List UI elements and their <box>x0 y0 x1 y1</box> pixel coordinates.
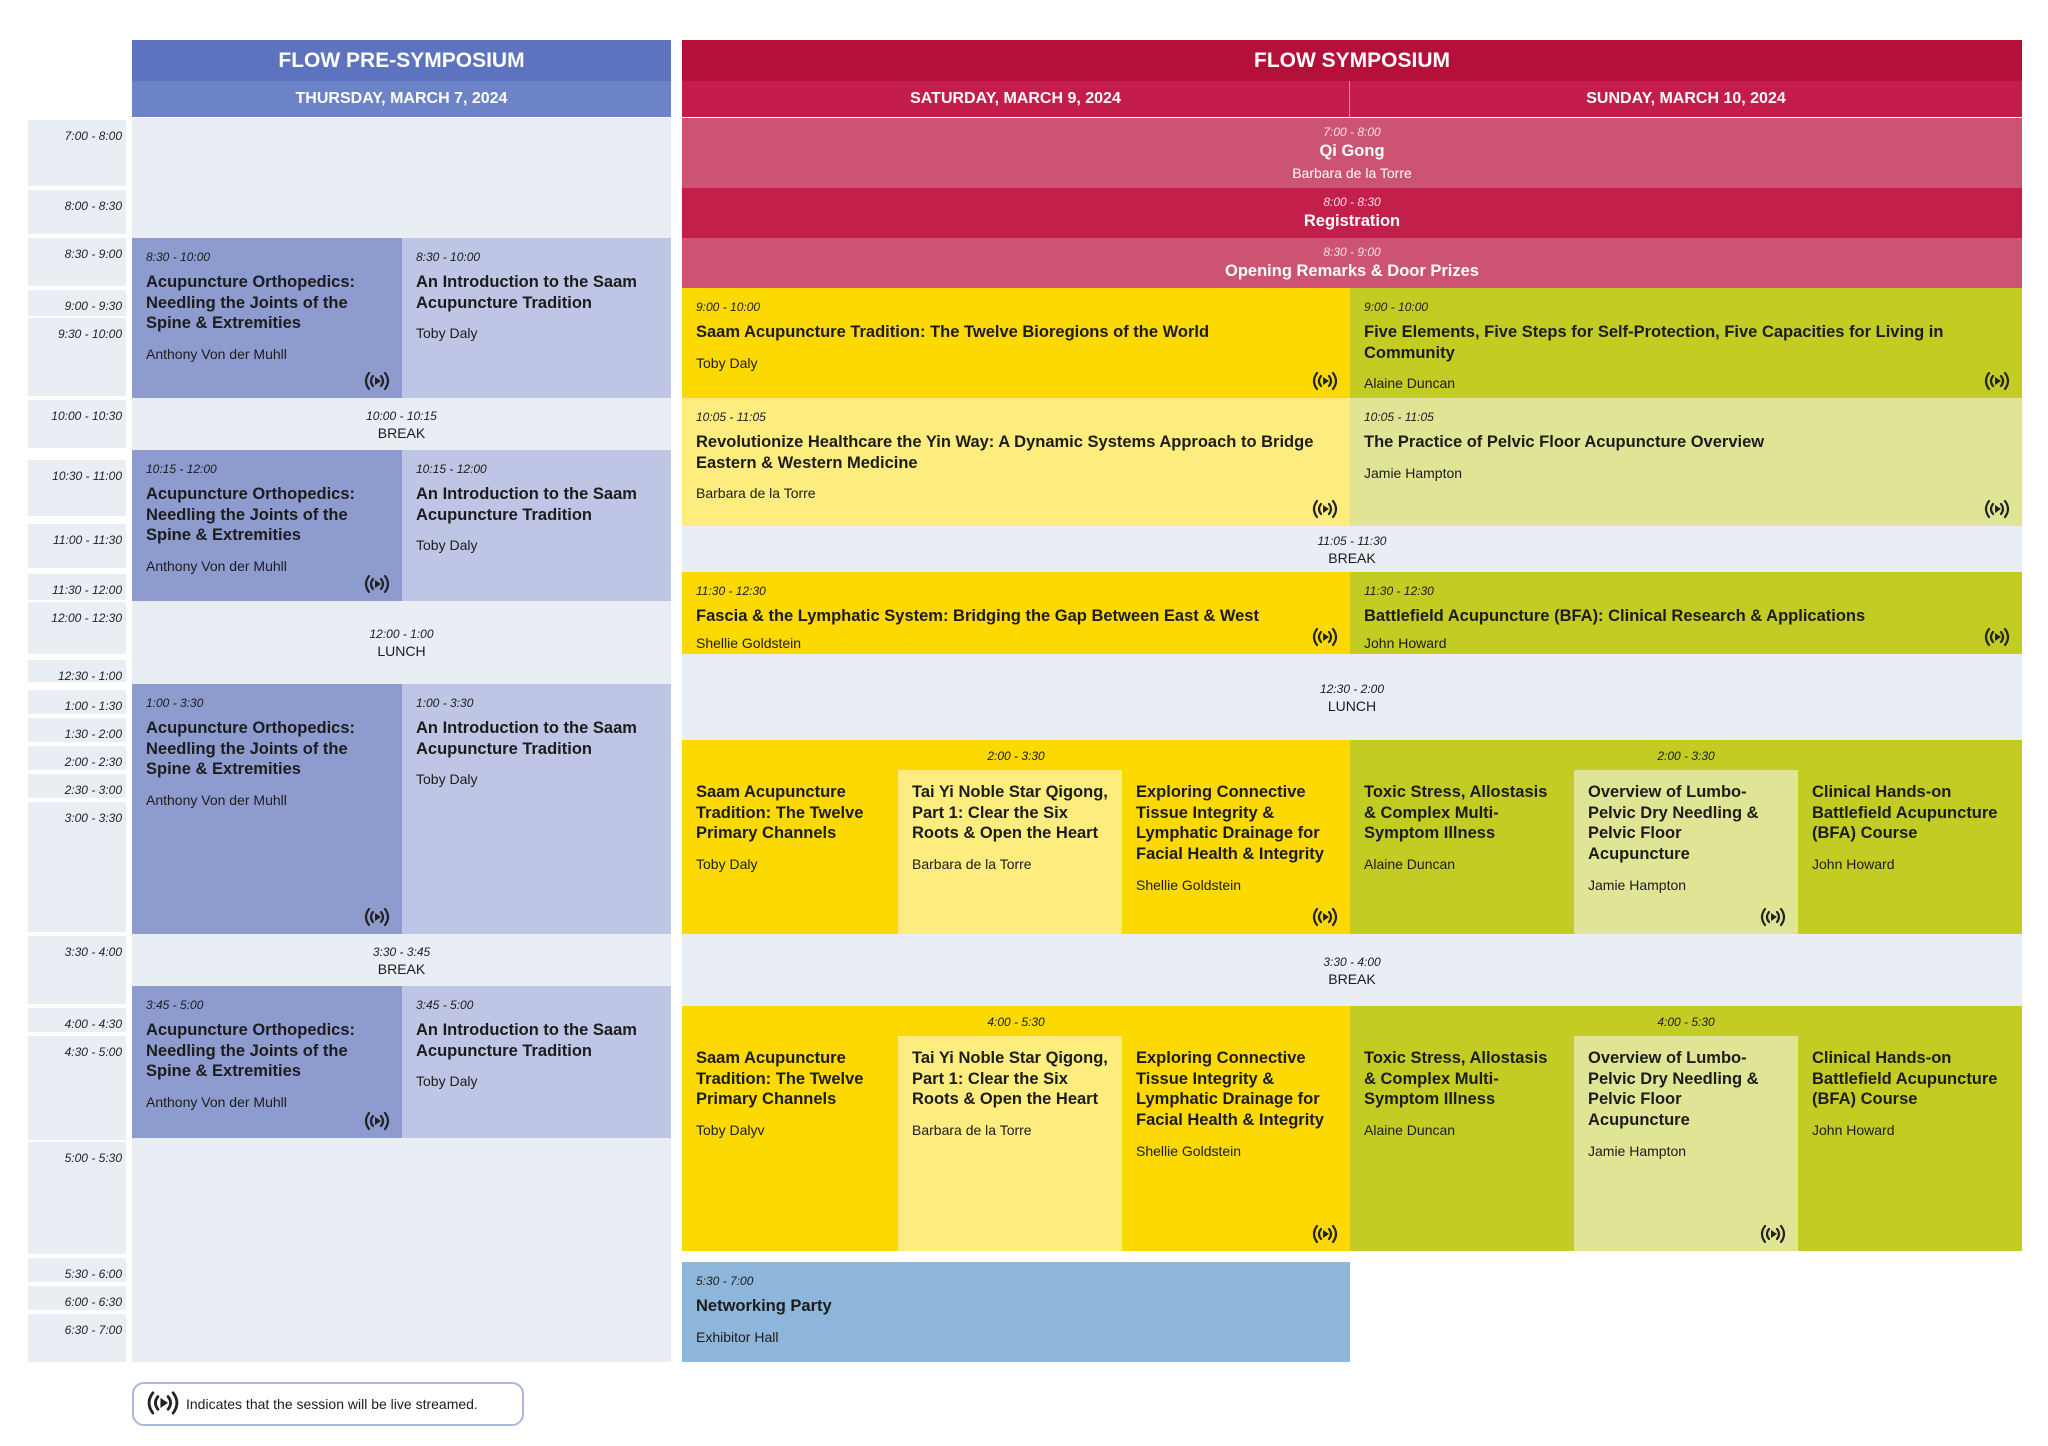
session-card[interactable] <box>1574 770 1798 934</box>
session-speaker: Jamie Hampton <box>1588 876 1687 893</box>
session-title: Acupuncture Orthopedics: Needling the Joints of the Spine & Extremities <box>146 1021 356 1081</box>
live-stream-icon <box>1310 906 1340 928</box>
session-time: 8:30 - 10:00 <box>416 250 481 264</box>
time-label: 12:00 - 12:30 <box>28 602 126 654</box>
session-speaker: Barbara de la Torre <box>912 1121 1032 1138</box>
session-title: Overview of Lumbo-Pelvic Dry Needling & Pelvic Floor Acupuncture <box>1588 783 1759 863</box>
lunch-label: LUNCH <box>1327 698 1377 714</box>
session-title: Clinical Hands-on Battlefield Acupuncture (BFA) Course <box>1812 1049 1998 1109</box>
session-card[interactable] <box>1122 770 1350 934</box>
session-speaker: Toby Daly <box>416 1073 478 1090</box>
session-time: 10:15 - 12:00 <box>146 462 217 476</box>
session-title: Qi Gong <box>1319 141 1385 160</box>
session-title: Saam Acupuncture Tradition: The Twelve Primary Channels <box>696 783 864 843</box>
session-speaker: Alaine Duncan <box>1364 1121 1456 1138</box>
session-title: Toxic Stress, Allostasis & Complex Multi-Symptom Illness <box>1364 783 1548 843</box>
live-stream-icon <box>1758 906 1788 928</box>
session-title: Registration <box>1303 211 1401 230</box>
session-time: 7:00 - 8:00 <box>1323 124 1381 139</box>
session-time: 9:00 - 10:00 <box>1364 300 1429 314</box>
time-label: 5:00 - 5:30 <box>28 1142 126 1254</box>
session-title: Clinical Hands-on Battlefield Acupuncture (BFA) Course <box>1812 783 1998 843</box>
session-card[interactable] <box>682 770 898 934</box>
legend <box>132 1382 524 1426</box>
time-label: 9:30 - 10:00 <box>28 318 126 396</box>
live-stream-icon <box>1982 626 2012 648</box>
time-label: 6:00 - 6:30 <box>28 1286 126 1310</box>
time-label: 2:00 - 2:30 <box>28 746 126 770</box>
legend-text: Indicates that the session will be live streamed. <box>186 1396 478 1412</box>
session-title: Exploring Connective Tissue Integrity & Lymphatic Drainage for Facial Health & Integrity <box>1136 783 1324 863</box>
session-card[interactable] <box>1574 1036 1798 1251</box>
session-card[interactable] <box>1798 770 2022 934</box>
lunch-time: 12:00 - 1:00 <box>369 627 434 641</box>
break-time: 3:30 - 3:45 <box>372 945 431 959</box>
session-speaker: John Howard <box>1812 855 1895 872</box>
symposium-title: FLOW SYMPOSIUM <box>682 40 2022 81</box>
session-title: An Introduction to the Saam Acupuncture Tradition <box>416 719 637 758</box>
session-card[interactable] <box>1350 1036 1574 1251</box>
session-card[interactable] <box>1350 398 2022 526</box>
session-title: Exploring Connective Tissue Integrity & Lymphatic Drainage for Facial Health & Integrity <box>1136 1049 1324 1129</box>
session-card[interactable] <box>682 1036 898 1251</box>
session-card-qigong[interactable] <box>682 118 2022 188</box>
session-speaker: Shellie Goldstein <box>696 634 802 651</box>
session-title: The Practice of Pelvic Floor Acupuncture Overview <box>1364 433 1765 451</box>
session-title: Revolutionize Healthcare the Yin Way: A Dynamic Systems Approach to Bridge Eastern & Western Medicine <box>696 433 1314 472</box>
session-card[interactable] <box>1350 770 1574 934</box>
session-time: 3:45 - 5:00 <box>146 998 204 1012</box>
live-stream-icon <box>1310 1223 1340 1245</box>
pre-symposium-day: THURSDAY, MARCH 7, 2024 <box>132 81 671 117</box>
break-label: BREAK <box>1328 971 1376 987</box>
session-title: Tai Yi Noble Star Qigong, Part 1: Clear the Six Roots & Open the Heart <box>912 783 1108 843</box>
session-card[interactable] <box>1122 1036 1350 1251</box>
session-card[interactable] <box>682 398 1350 526</box>
live-stream-icon <box>362 1110 392 1132</box>
session-title: Overview of Lumbo-Pelvic Dry Needling & Pelvic Floor Acupuncture <box>1588 1049 1759 1129</box>
session-time: 3:45 - 5:00 <box>416 998 474 1012</box>
session-speaker: Toby Daly <box>416 325 478 342</box>
session-card[interactable] <box>1350 572 2022 654</box>
break-block <box>132 400 671 450</box>
live-stream-icon <box>1982 370 2012 392</box>
session-speaker: Anthony Von der Muhll <box>146 557 287 574</box>
live-stream-icon <box>1310 370 1340 392</box>
session-card[interactable] <box>898 1036 1122 1251</box>
session-card-networking[interactable] <box>682 1262 1350 1362</box>
session-speaker: Barbara de la Torre <box>696 485 816 502</box>
live-stream-icon <box>362 906 392 928</box>
session-card-opening[interactable] <box>682 238 2022 288</box>
session-time: 8:30 - 10:00 <box>146 250 211 264</box>
time-label: 10:00 - 10:30 <box>28 400 126 448</box>
lunch-block <box>132 603 671 683</box>
session-title: Saam Acupuncture Tradition: The Twelve Primary Channels <box>696 1049 864 1109</box>
break-label: BREAK <box>1328 550 1376 566</box>
time-label: 12:30 - 1:00 <box>28 660 126 682</box>
time-label: 6:30 - 7:00 <box>28 1314 126 1362</box>
session-speaker: Jamie Hampton <box>1588 1142 1687 1159</box>
time-label: 4:00 - 4:30 <box>28 1008 126 1032</box>
session-card[interactable] <box>132 450 402 601</box>
session-title: Acupuncture Orthopedics: Needling the Joints of the Spine & Extremities <box>146 719 356 779</box>
session-time: 5:30 - 7:00 <box>696 1274 754 1288</box>
session-speaker: John Howard <box>1812 1121 1895 1138</box>
session-title: Acupuncture Orthopedics: Needling the Joints of the Spine & Extremities <box>146 485 356 545</box>
session-time: 11:30 - 12:30 <box>696 584 766 598</box>
session-card[interactable] <box>1350 288 2022 398</box>
session-time: 2:00 - 3:30 <box>1657 749 1715 763</box>
session-card[interactable] <box>682 572 1350 654</box>
break-block <box>682 936 2022 1006</box>
session-time: 10:05 - 11:05 <box>696 410 766 424</box>
live-stream-icon <box>144 1389 182 1419</box>
session-speaker: Toby Daly <box>416 537 478 554</box>
session-card[interactable] <box>682 288 1350 398</box>
time-label: 8:00 - 8:30 <box>28 190 126 234</box>
session-title: Opening Remarks & Door Prizes <box>1225 261 1479 280</box>
session-title: Tai Yi Noble Star Qigong, Part 1: Clear the Six Roots & Open the Heart <box>912 1049 1108 1109</box>
session-speaker: Alaine Duncan <box>1364 375 1456 392</box>
live-stream-icon <box>1758 1223 1788 1245</box>
session-speaker: Toby Daly <box>696 855 758 872</box>
break-block <box>132 936 671 986</box>
session-time: 2:00 - 3:30 <box>987 749 1045 763</box>
time-label: 11:30 - 12:00 <box>28 574 126 600</box>
session-time: 4:00 - 5:30 <box>987 1015 1045 1029</box>
session-title: Toxic Stress, Allostasis & Complex Multi-Symptom Illness <box>1364 1049 1548 1109</box>
symposium-day-saturday: SATURDAY, MARCH 9, 2024 <box>682 81 1350 117</box>
session-speaker: Barbara de la Torre <box>912 855 1032 872</box>
session-card[interactable] <box>402 986 671 1138</box>
live-stream-icon <box>1982 498 2012 520</box>
session-speaker: Shellie Goldstein <box>1136 1142 1242 1159</box>
session-time: 10:05 - 11:05 <box>1364 410 1434 424</box>
session-speaker: Anthony Von der Muhll <box>146 345 287 362</box>
time-label: 3:30 - 4:00 <box>28 936 126 1004</box>
lunch-block <box>682 656 2022 740</box>
break-time: 3:30 - 4:00 <box>1323 955 1381 969</box>
session-speaker: Jamie Hampton <box>1364 464 1463 481</box>
session-card[interactable] <box>898 770 1122 934</box>
session-speaker: Barbara de la Torre <box>1292 165 1412 182</box>
break-label: BREAK <box>377 425 426 441</box>
lunch-time: 12:30 - 2:00 <box>1319 682 1385 696</box>
session-card-registration[interactable] <box>682 188 2022 238</box>
session-card[interactable] <box>402 238 671 398</box>
session-title: An Introduction to the Saam Acupuncture Tradition <box>416 1021 637 1060</box>
time-label: 4:30 - 5:00 <box>28 1036 126 1140</box>
session-speaker: Exhibitor Hall <box>696 1328 779 1345</box>
session-time: 8:00 - 8:30 <box>1323 194 1381 209</box>
session-time: 9:00 - 10:00 <box>696 300 761 314</box>
session-time: 10:15 - 12:00 <box>416 462 487 476</box>
session-card[interactable] <box>132 238 402 398</box>
time-label: 1:00 - 1:30 <box>28 690 126 714</box>
break-time: 10:00 - 10:15 <box>366 409 437 423</box>
session-card[interactable] <box>132 684 402 934</box>
session-time: 1:00 - 3:30 <box>146 696 204 710</box>
time-label: 3:00 - 3:30 <box>28 802 126 932</box>
session-speaker: Alaine Duncan <box>1364 855 1456 872</box>
time-label: 8:30 - 9:00 <box>28 238 126 286</box>
session-title: Networking Party <box>696 1297 832 1315</box>
pre-symposium-title: FLOW PRE-SYMPOSIUM <box>132 40 671 81</box>
break-block <box>682 528 2022 572</box>
live-stream-icon <box>1310 498 1340 520</box>
session-time: 11:30 - 12:30 <box>1364 584 1434 598</box>
live-stream-icon <box>362 370 392 392</box>
symposium-day-sunday: SUNDAY, MARCH 10, 2024 <box>1350 81 2022 117</box>
session-speaker: Toby Daly <box>696 354 758 371</box>
session-card[interactable] <box>132 986 402 1138</box>
time-label: 1:30 - 2:00 <box>28 718 126 742</box>
time-label: 10:30 - 11:00 <box>28 460 126 516</box>
session-time: 4:00 - 5:30 <box>1657 1015 1715 1029</box>
time-label: 9:00 - 9:30 <box>28 290 126 316</box>
session-title: Five Elements, Five Steps for Self-Protection, Five Capacities for Living in Community <box>1364 323 1944 362</box>
session-title: An Introduction to the Saam Acupuncture Tradition <box>416 485 637 524</box>
live-stream-icon <box>362 573 392 595</box>
session-time: 8:30 - 9:00 <box>1323 244 1381 259</box>
session-card[interactable] <box>402 450 671 601</box>
time-label: 5:30 - 6:00 <box>28 1258 126 1282</box>
session-title: Acupuncture Orthopedics: Needling the Joints of the Spine & Extremities <box>146 273 356 333</box>
live-stream-icon <box>1310 626 1340 648</box>
session-title: Saam Acupuncture Tradition: The Twelve Bioregions of the World <box>696 323 1210 341</box>
session-speaker: Toby Daly <box>416 771 478 788</box>
session-card[interactable] <box>1798 1036 2022 1251</box>
session-time: 1:00 - 3:30 <box>416 696 474 710</box>
session-card[interactable] <box>402 684 671 934</box>
break-time: 11:05 - 11:30 <box>1317 534 1387 548</box>
time-label: 7:00 - 8:00 <box>28 120 126 186</box>
session-speaker: Anthony Von der Muhll <box>146 1093 287 1110</box>
session-speaker: John Howard <box>1364 634 1447 651</box>
break-label: BREAK <box>377 961 426 977</box>
time-label: 2:30 - 3:00 <box>28 774 126 798</box>
session-title: Fascia & the Lymphatic System: Bridging the Gap Between East & West <box>696 607 1259 625</box>
session-title: Battlefield Acupuncture (BFA): Clinical Research & Applications <box>1364 607 1866 625</box>
session-speaker: Shellie Goldstein <box>1136 876 1242 893</box>
session-title: An Introduction to the Saam Acupuncture Tradition <box>416 273 637 312</box>
session-speaker: Toby Dalyv <box>696 1121 765 1138</box>
lunch-label: LUNCH <box>377 643 426 659</box>
session-speaker: Anthony Von der Muhll <box>146 791 287 808</box>
time-label: 11:00 - 11:30 <box>28 524 126 568</box>
